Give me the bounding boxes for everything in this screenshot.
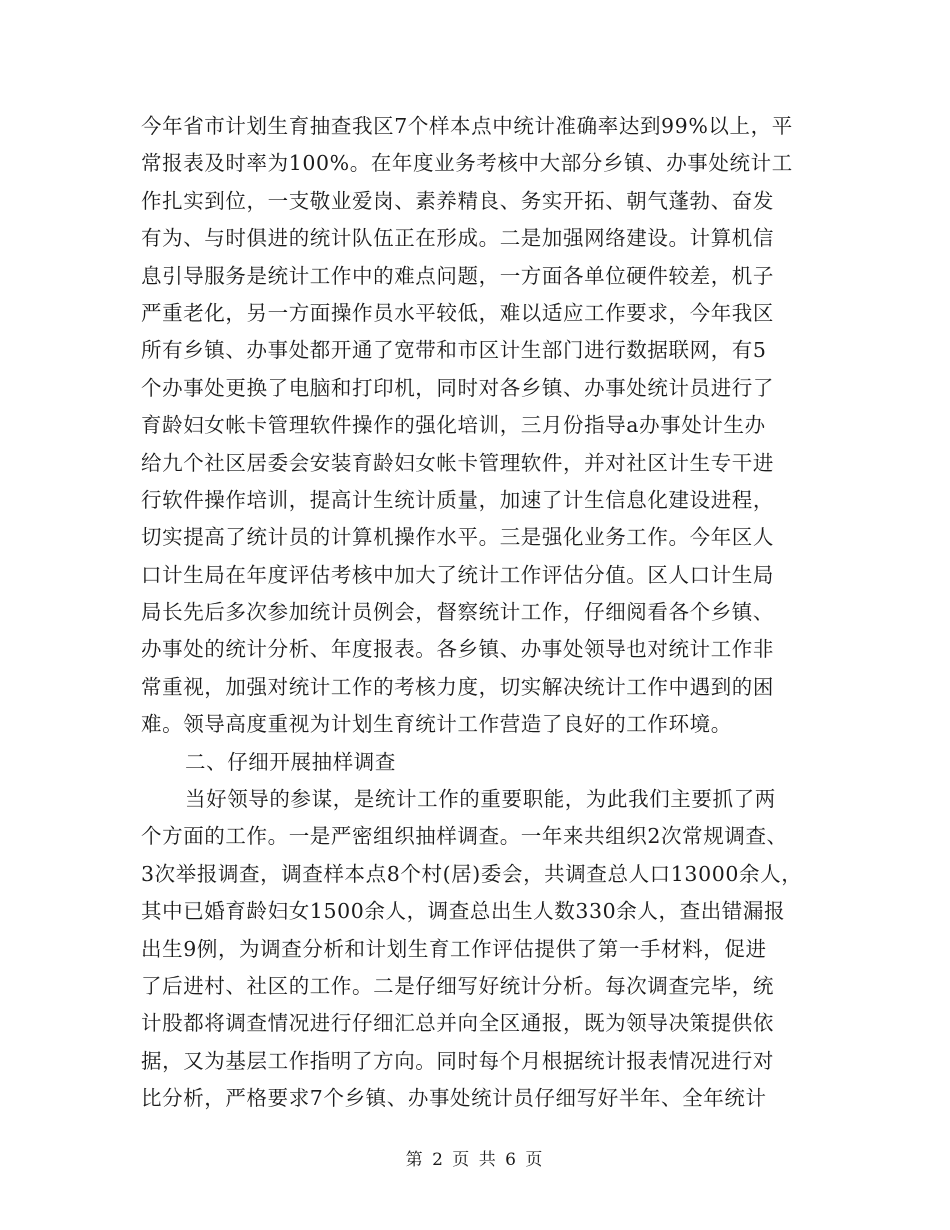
text-line: 严重老化，另一方面操作员水平较低，难以适应工作要求，今年我区 bbox=[141, 300, 774, 325]
text-line: 切实提高了统计员的计算机操作水平。三是强化业务工作。今年区人 bbox=[141, 525, 774, 550]
text-line: 给九个社区居委会安装育龄妇女帐卡管理软件，并对社区计生专干进 bbox=[141, 450, 774, 475]
text-line: 难。领导高度重视为计划生育统计工作营造了良好的工作环境。 bbox=[141, 712, 732, 737]
text-line: 据，又为基层工作指明了方向。同时每个月根据统计报表情况进行对 bbox=[141, 1048, 774, 1073]
text-line: 常报表及时率为100%。在年度业务考核中大部分乡镇、办事处统计工 bbox=[141, 151, 793, 176]
text-line: 息引导服务是统计工作中的难点问题，一方面各单位硬件较差，机子 bbox=[141, 263, 774, 288]
page-footer: 第 2 页 共 6 页 bbox=[405, 1150, 545, 1170]
text-line: 比分析，严格要求7个乡镇、办事处统计员仔细写好半年、全年统计 bbox=[141, 1086, 767, 1111]
text-line: 3次举报调查，调查样本点8个村(居)委会，共调查总人口13000余人， bbox=[141, 861, 803, 886]
body-text bbox=[141, 108, 821, 1118]
text-line: 出生9例，为调查分析和计划生育工作评估提供了第一手材料，促进 bbox=[141, 936, 767, 961]
text-line: 了后进村、社区的工作。二是仔细写好统计分析。每次调查完毕，统 bbox=[141, 973, 774, 998]
text-line: 计股都将调查情况进行仔细汇总并向全区通报，既为领导决策提供依 bbox=[141, 1011, 774, 1036]
text-line: 口计生局在年度评估考核中加大了统计工作评估分值。区人口计生局 bbox=[141, 562, 774, 587]
text-line: 局长先后多次参加统计员例会，督察统计工作，仔细阅看各个乡镇、 bbox=[141, 600, 774, 625]
text-line: 个方面的工作。一是严密组织抽样调查。一年来共组织2次常规调查、 bbox=[141, 824, 788, 849]
text-line: 有为、与时俱进的统计队伍正在形成。二是加强网络建设。计算机信 bbox=[141, 226, 774, 251]
text-line: 办事处的统计分析、年度报表。各乡镇、办事处领导也对统计工作非 bbox=[141, 637, 774, 662]
text-line: 所有乡镇、办事处都开通了宽带和市区计生部门进行数据联网，有5 bbox=[141, 338, 767, 363]
text-line: 作扎实到位，一支敬业爱岗、素养精良、务实开拓、朝气蓬勃、奋发 bbox=[141, 188, 774, 213]
text-line: 其中已婚育龄妇女1500余人，调查总出生人数330余人，查出错漏报 bbox=[141, 899, 786, 924]
text-line: 育龄妇女帐卡管理软件操作的强化培训，三月份指导a办事处计生办 bbox=[141, 413, 766, 438]
text-line: 常重视，加强对统计工作的考核力度，切实解决统计工作中遇到的困 bbox=[141, 674, 774, 699]
text-line: 个办事处更换了电脑和打印机，同时对各乡镇、办事处统计员进行了 bbox=[141, 375, 774, 400]
text-line: 行软件操作培训，提高计生统计质量，加速了计生信息化建设进程， bbox=[141, 487, 774, 512]
text-line: 今年省市计划生育抽查我区7个样本点中统计准确率达到99%以上，平 bbox=[141, 114, 793, 138]
text-line: 当好领导的参谋，是统计工作的重要职能，为此我们主要抓了两 bbox=[185, 787, 776, 812]
text-line: 二、仔细开展抽样调查 bbox=[185, 749, 396, 774]
